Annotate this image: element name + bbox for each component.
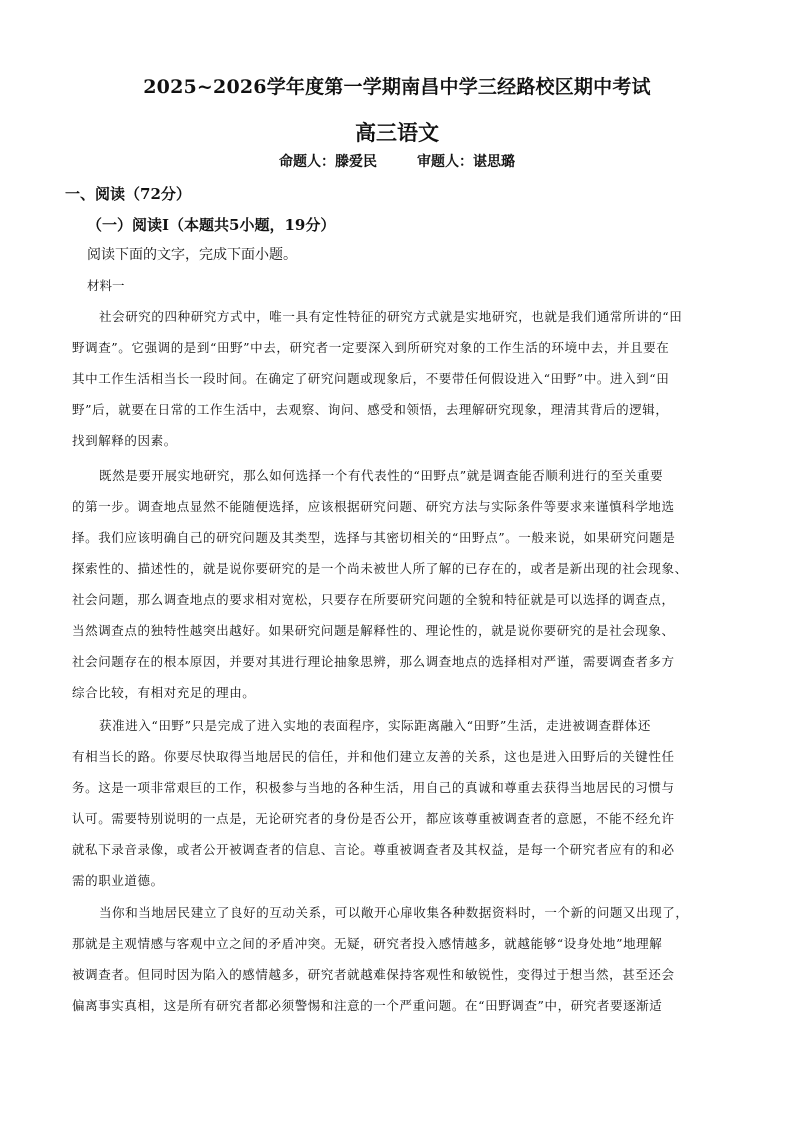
passage-line: 社会问题存在的根本原因，并要对其进行理论抽象思辨，那么调查地点的选择相对严谨，需要调查者多方 <box>72 654 675 669</box>
material-label: 材料一 <box>87 278 125 293</box>
reviewer: 审题人：谌思璐 <box>417 154 515 170</box>
passage-line: 认可。需要特别说明的一点是，无论研究者的身份是否公开，都应该尊重被调查者的意愿，不能不经允许 <box>72 811 675 826</box>
passage-line: 探索性的、描述性的，就是说你要研究的是一个尚未被世人所了解的已存在的，或者是新出现的社会现象、 <box>72 561 688 576</box>
section-heading: 一、阅读（72分） <box>65 185 191 203</box>
passage-line: 其中工作生活相当长一段时间。在确定了研究问题或现象后，不要带任何假设进入“田野”中。进入到“田 <box>72 371 670 386</box>
passage-line: 被调查者。但同时因为陷入的感情越多，研究者就越难保持客观性和敏锐性，变得过于想当然，甚至还会 <box>72 967 675 982</box>
passage-line: 那就是主观情感与客观中立之间的矛盾冲突。无疑，研究者投入感情越多，就越能够“设身处地”地理解 <box>72 936 663 951</box>
passage-line: 就私下录音录像，或者公开被调查者的信息、言论。尊重被调查者及其权益，是每一个研究者应有的和必 <box>72 842 675 857</box>
exam-title: 2025~2026学年度第一学期南昌中学三经路校区期中考试 <box>143 76 651 98</box>
passage-line: 找到解释的因素。 <box>72 433 177 448</box>
passage-line: 需的职业道德。 <box>72 873 164 888</box>
passage-line: 的第一步。调查地点显然不能随便选择，应该根据研究问题、研究方法与实际条件等要求来谨慎科学地选 <box>72 499 675 514</box>
passage-line: 当你和当地居民建立了良好的互动关系，可以敞开心扉收集各种数据资料时，一个新的问题又出现了， <box>99 905 689 920</box>
passage-line: 社会问题，那么调查地点的要求相对宽松，只要存在所要研究问题的全貌和特征就是可以选择的调查点， <box>72 592 675 607</box>
passage-line: 既然是要开展实地研究，那么如何选择一个有代表性的“田野点”就是调查能否顺利进行的至关重要 <box>99 468 664 483</box>
author-line <box>0 151 794 171</box>
passage-line: 有相当长的路。你要尽快取得当地居民的信任，并和他们建立友善的关系，这也是进入田野后的关键性任 <box>72 749 675 764</box>
instruction-text: 阅读下面的文字，完成下面小题。 <box>87 247 297 263</box>
subsection-heading: （一）阅读Ⅰ（本题共5小题，19分） <box>87 216 336 234</box>
passage-line: 综合比较，有相对充足的理由。 <box>72 685 256 700</box>
subject-title: 高三语文 <box>355 120 439 145</box>
passage-line: 择。我们应该明确自己的研究问题及其类型，选择与其密切相关的“田野点”。一般来说，如果研究问题是 <box>72 530 676 545</box>
passage-line: 获准进入“田野”只是完成了进入实地的表面程序，实际距离融入“田野”生活，走进被调查群体还 <box>99 718 651 733</box>
passage-line: 野”后，就要在日常的工作生活中，去观察、询问、感受和领悟，去理解研究现象，理清其背后的逻辑， <box>72 402 669 417</box>
passage-line: 当然调查点的独特性越突出越好。如果研究问题是解释性的、理论性的，就是说你要研究的是社会现象、 <box>72 623 675 638</box>
passage-line: 偏离事实真相，这是所有研究者都必须警惕和注意的一个严重问题。在“田野调查”中，研究者要逐渐适 <box>72 998 663 1013</box>
setter: 命题人：滕爱民 <box>279 154 377 170</box>
passage-line: 野调查”。它强调的是到“田野”中去，研究者一定要深入到所研究对象的工作生活的环境中去，并且要在 <box>72 340 670 355</box>
passage-line: 务。这是一项非常艰巨的工作，积极参与当地的各种生活，用自己的真诚和尊重去获得当地居民的习惯与 <box>72 780 675 795</box>
passage-line: 社会研究的四种研究方式中，唯一具有定性特征的研究方式就是实地研究，也就是我们通常所讲的“田 <box>99 309 683 324</box>
